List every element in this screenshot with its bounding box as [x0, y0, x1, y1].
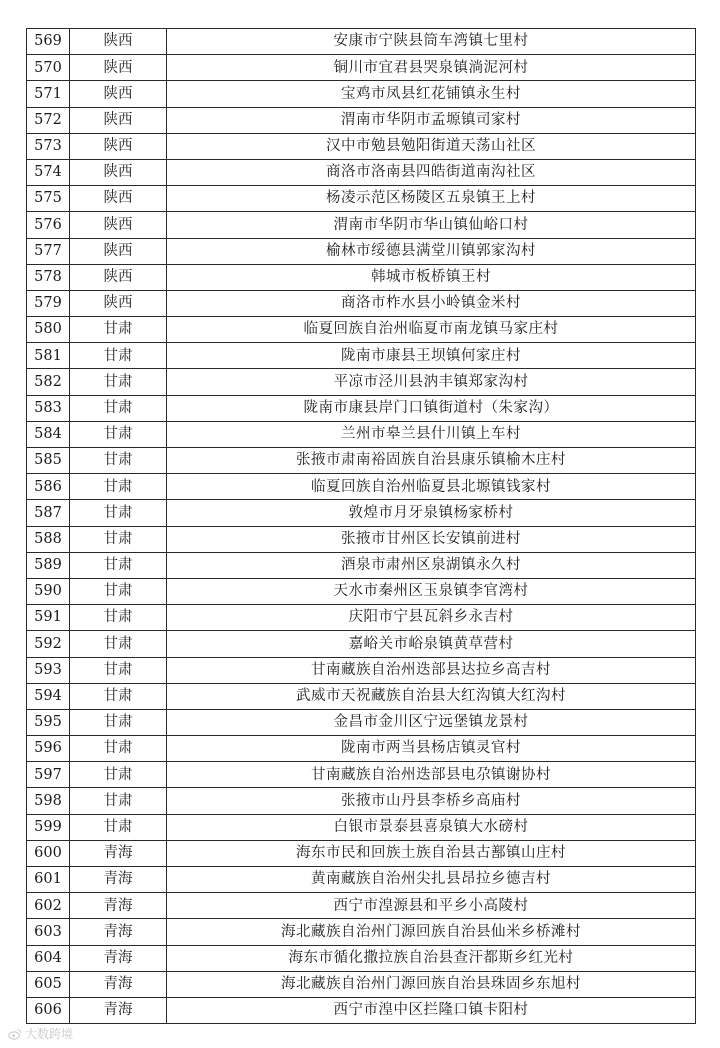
village-name-cell: 金昌市金川区宁远堡镇龙景村: [167, 709, 696, 735]
province-cell: 青海: [70, 971, 167, 997]
row-number: 569: [27, 29, 70, 55]
village-name-cell: 渭南市华阴市孟塬镇司家村: [167, 107, 696, 133]
village-name-cell: 渭南市华阴市华山镇仙峪口村: [167, 212, 696, 238]
weibo-logo-icon: [8, 1028, 22, 1040]
row-number: 574: [27, 159, 70, 185]
village-name-cell: 平凉市泾川县汭丰镇郑家沟村: [167, 369, 696, 395]
table-row: [27, 840, 696, 866]
village-name-cell: 嘉峪关市峪泉镇黄草营村: [167, 631, 696, 657]
province-cell: 青海: [70, 867, 167, 893]
table-row: [27, 788, 696, 814]
province-cell: 甘肃: [70, 343, 167, 369]
village-name-cell: 张掖市甘州区长安镇前进村: [167, 526, 696, 552]
province-cell: 陕西: [70, 290, 167, 316]
row-number: 578: [27, 264, 70, 290]
row-number: 594: [27, 683, 70, 709]
table-row: [27, 395, 696, 421]
village-name-cell: 白银市景泰县喜泉镇大水磅村: [167, 814, 696, 840]
village-name-cell: 张掖市肃南裕固族自治县康乐镇榆木庄村: [167, 448, 696, 474]
village-name-cell: 汉中市勉县勉阳街道天荡山社区: [167, 133, 696, 159]
village-name-cell: 酒泉市肃州区泉湖镇永久村: [167, 552, 696, 578]
table-row: [27, 526, 696, 552]
table-row: [27, 81, 696, 107]
village-name-cell: 武威市天祝藏族自治县大红沟镇大红沟村: [167, 683, 696, 709]
province-cell: 甘肃: [70, 709, 167, 735]
province-cell: 陕西: [70, 29, 167, 55]
row-number: 597: [27, 762, 70, 788]
table-row: [27, 893, 696, 919]
province-cell: 青海: [70, 840, 167, 866]
province-cell: 陕西: [70, 212, 167, 238]
province-cell: 青海: [70, 919, 167, 945]
village-list-sheet: [26, 28, 696, 1024]
table-row: [27, 421, 696, 447]
province-cell: 甘肃: [70, 317, 167, 343]
province-cell: 甘肃: [70, 395, 167, 421]
table-row: [27, 238, 696, 264]
row-number: 582: [27, 369, 70, 395]
province-cell: 陕西: [70, 264, 167, 290]
province-cell: 甘肃: [70, 683, 167, 709]
province-cell: 甘肃: [70, 526, 167, 552]
table-row: [27, 683, 696, 709]
village-name-cell: 榆林市绥德县满堂川镇郭家沟村: [167, 238, 696, 264]
village-table: [26, 28, 696, 1024]
table-row: [27, 448, 696, 474]
row-number: 576: [27, 212, 70, 238]
row-number: 577: [27, 238, 70, 264]
village-name-cell: 杨凌示范区杨陵区五泉镇王上村: [167, 186, 696, 212]
row-number: 600: [27, 840, 70, 866]
row-number: 580: [27, 317, 70, 343]
village-name-cell: 铜川市宜君县哭泉镇淌泥河村: [167, 55, 696, 81]
row-number: 604: [27, 945, 70, 971]
province-cell: 陕西: [70, 133, 167, 159]
row-number: 599: [27, 814, 70, 840]
row-number: 595: [27, 709, 70, 735]
row-number: 596: [27, 736, 70, 762]
table-row: [27, 212, 696, 238]
row-number: 590: [27, 578, 70, 604]
village-name-cell: 甘南藏族自治州迭部县电尕镇谢协村: [167, 762, 696, 788]
table-row: [27, 736, 696, 762]
table-row: [27, 657, 696, 683]
row-number: 601: [27, 867, 70, 893]
row-number: 591: [27, 605, 70, 631]
table-row: [27, 867, 696, 893]
table-row: [27, 762, 696, 788]
village-name-cell: 海北藏族自治州门源回族自治县仙米乡桥滩村: [167, 919, 696, 945]
row-number: 573: [27, 133, 70, 159]
row-number: 584: [27, 421, 70, 447]
table-row: [27, 369, 696, 395]
row-number: 581: [27, 343, 70, 369]
row-number: 579: [27, 290, 70, 316]
table-row: [27, 317, 696, 343]
province-cell: 甘肃: [70, 448, 167, 474]
province-cell: 陕西: [70, 107, 167, 133]
village-name-cell: 陇南市康县王坝镇何家庄村: [167, 343, 696, 369]
table-row: [27, 159, 696, 185]
row-number: 571: [27, 81, 70, 107]
village-name-cell: 商洛市洛南县四皓街道南沟社区: [167, 159, 696, 185]
table-row: [27, 919, 696, 945]
province-cell: 青海: [70, 997, 167, 1023]
table-row: [27, 474, 696, 500]
village-name-cell: 兰州市皋兰县什川镇上车村: [167, 421, 696, 447]
province-cell: 甘肃: [70, 788, 167, 814]
province-cell: 甘肃: [70, 474, 167, 500]
province-cell: 甘肃: [70, 421, 167, 447]
village-name-cell: 庆阳市宁县瓦斜乡永吉村: [167, 605, 696, 631]
province-cell: 甘肃: [70, 369, 167, 395]
table-row: [27, 552, 696, 578]
province-cell: 陕西: [70, 238, 167, 264]
village-name-cell: 天水市秦州区玉泉镇李官湾村: [167, 578, 696, 604]
province-cell: 陕西: [70, 186, 167, 212]
row-number: 575: [27, 186, 70, 212]
row-number: 586: [27, 474, 70, 500]
village-name-cell: 张掖市山丹县李桥乡高庙村: [167, 788, 696, 814]
table-row: [27, 605, 696, 631]
table-row: [27, 945, 696, 971]
province-cell: 陕西: [70, 55, 167, 81]
village-name-cell: 陇南市康县岸门口镇街道村（朱家沟）: [167, 395, 696, 421]
village-name-cell: 西宁市湟源县和平乡小高陵村: [167, 893, 696, 919]
province-cell: 青海: [70, 945, 167, 971]
province-cell: 甘肃: [70, 631, 167, 657]
row-number: 592: [27, 631, 70, 657]
table-row: [27, 186, 696, 212]
village-name-cell: 临夏回族自治州临夏县北塬镇钱家村: [167, 474, 696, 500]
province-cell: 甘肃: [70, 814, 167, 840]
table-row: [27, 709, 696, 735]
province-cell: 甘肃: [70, 578, 167, 604]
table-row: [27, 107, 696, 133]
table-row: [27, 500, 696, 526]
watermark-text: 大数跨境: [25, 1027, 74, 1041]
village-name-cell: 安康市宁陕县筒车湾镇七里村: [167, 29, 696, 55]
table-row: [27, 290, 696, 316]
row-number: 570: [27, 55, 70, 81]
province-cell: 甘肃: [70, 605, 167, 631]
table-row: [27, 971, 696, 997]
table-row: [27, 631, 696, 657]
row-number: 589: [27, 552, 70, 578]
village-name-cell: 敦煌市月牙泉镇杨家桥村: [167, 500, 696, 526]
table-row: [27, 55, 696, 81]
village-name-cell: 宝鸡市凤县红花铺镇永生村: [167, 81, 696, 107]
village-name-cell: 海北藏族自治州门源回族自治县珠固乡东旭村: [167, 971, 696, 997]
row-number: 583: [27, 395, 70, 421]
table-row: [27, 814, 696, 840]
row-number: 572: [27, 107, 70, 133]
row-number: 593: [27, 657, 70, 683]
row-number: 603: [27, 919, 70, 945]
village-table-body: [27, 29, 696, 1024]
row-number: 606: [27, 997, 70, 1023]
row-number: 587: [27, 500, 70, 526]
village-name-cell: 黄南藏族自治州尖扎县昂拉乡德吉村: [167, 867, 696, 893]
row-number: 588: [27, 526, 70, 552]
row-number: 605: [27, 971, 70, 997]
village-name-cell: 陇南市两当县杨店镇灵官村: [167, 736, 696, 762]
village-name-cell: 海东市循化撒拉族自治县查汗都斯乡红光村: [167, 945, 696, 971]
province-cell: 甘肃: [70, 762, 167, 788]
village-name-cell: 临夏回族自治州临夏市南龙镇马家庄村: [167, 317, 696, 343]
village-name-cell: 海东市民和回族土族自治县古鄯镇山庄村: [167, 840, 696, 866]
province-cell: 陕西: [70, 81, 167, 107]
province-cell: 甘肃: [70, 500, 167, 526]
watermark: [8, 1025, 73, 1042]
table-row: [27, 133, 696, 159]
province-cell: 甘肃: [70, 657, 167, 683]
row-number: 585: [27, 448, 70, 474]
table-row: [27, 997, 696, 1023]
village-name-cell: 韩城市板桥镇王村: [167, 264, 696, 290]
table-row: [27, 264, 696, 290]
province-cell: 甘肃: [70, 736, 167, 762]
table-row: [27, 29, 696, 55]
table-row: [27, 343, 696, 369]
row-number: 602: [27, 893, 70, 919]
village-name-cell: 西宁市湟中区拦隆口镇卡阳村: [167, 997, 696, 1023]
village-name-cell: 商洛市柞水县小岭镇金米村: [167, 290, 696, 316]
province-cell: 陕西: [70, 159, 167, 185]
province-cell: 青海: [70, 893, 167, 919]
province-cell: 甘肃: [70, 552, 167, 578]
row-number: 598: [27, 788, 70, 814]
table-row: [27, 578, 696, 604]
village-name-cell: 甘南藏族自治州迭部县达拉乡高吉村: [167, 657, 696, 683]
